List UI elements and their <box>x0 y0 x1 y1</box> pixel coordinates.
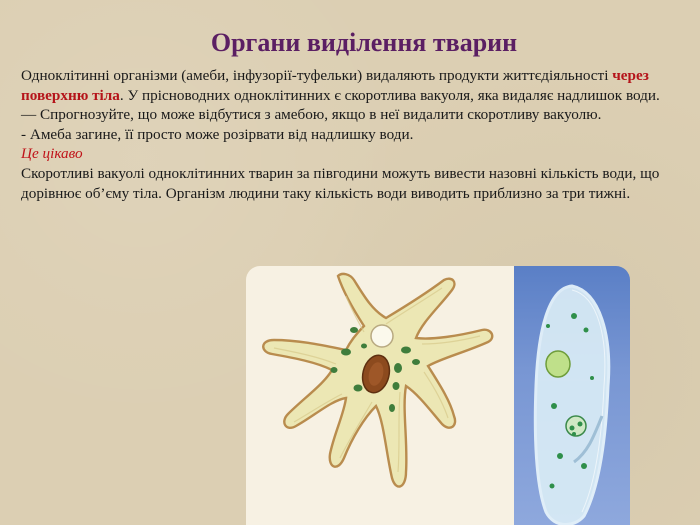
paramecium-body <box>535 286 608 525</box>
question-paragraph: — Спрогнозуйте, що може відбутися з амебою, якщо в неї видалити скоротливу вакуолю. <box>21 106 602 124</box>
answer-paragraph: - Амеба загине, її просто може розірвати від надлишку води. <box>21 125 414 143</box>
interesting-paragraph: Скоротливі вакуолі одноклітинних тварин за півгодини можуть вивести назовні кількість води, що дорівнює об’єму тіла. Організм людини таку кількість води виводить приблизно за три тижні. <box>21 164 660 202</box>
amoeba-image <box>246 266 514 525</box>
intro-text-end: . У прісноводних одноклітинних є скоротлива вакуоля, яка видаляє надлишок води. <box>119 86 660 104</box>
paramecium-nucleus <box>546 351 570 377</box>
paramecium-image <box>514 266 630 525</box>
intro-highlight: через поверхню тіла <box>21 67 649 104</box>
intro-text-start: Одноклітинні організми (амеби, інфузорії-туфельки) видаляють продукти життєдіяльності <box>21 67 613 84</box>
contractile-vacuole <box>371 325 393 347</box>
slide-content <box>21 66 689 203</box>
slide-title: Органи виділення тварин <box>210 28 518 57</box>
protozoa-illustration <box>246 266 630 525</box>
intro-paragraph <box>21 66 689 105</box>
interesting-label: Це цікаво <box>21 145 83 163</box>
